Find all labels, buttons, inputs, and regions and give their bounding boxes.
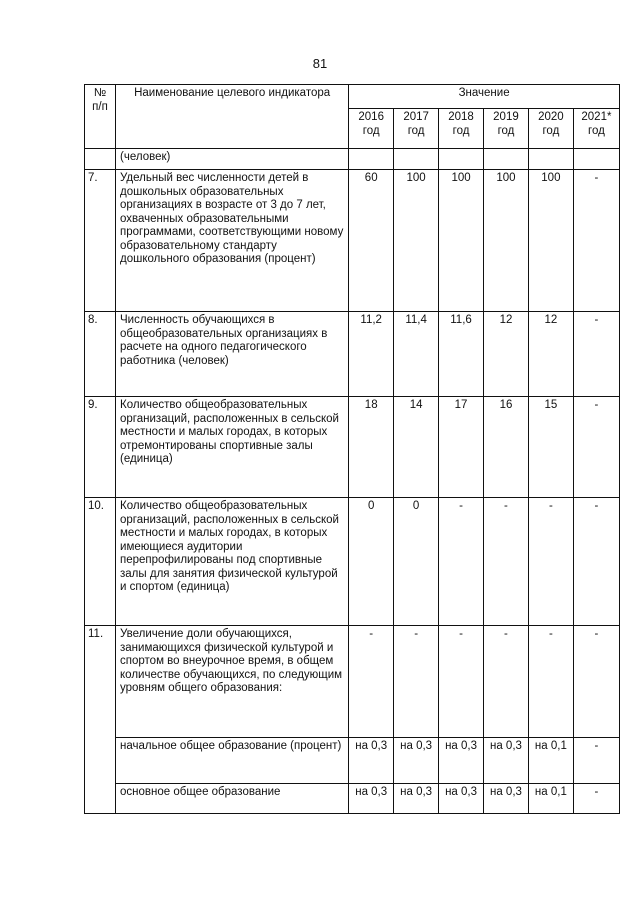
row-value: 15 [528, 397, 573, 498]
row-num: 7. [85, 170, 116, 312]
row-num [85, 738, 116, 784]
table-row [85, 170, 620, 312]
row-value: 100 [394, 170, 439, 312]
row-num: 8. [85, 312, 116, 397]
row-name: Количество общеобразовательных организаций, расположенных в сельской местности и малых городах, в которых имеющиеся аудитории перепрофилированы под спортивные залы для занятия физической культурой и спортом (единица) [116, 498, 349, 626]
row-num [85, 784, 116, 814]
row-value: на 0,3 [394, 738, 439, 784]
row-value: - [573, 498, 619, 626]
row-value [349, 149, 394, 170]
row-value: 60 [349, 170, 394, 312]
row-name: Увеличение доли обучающихся, занимающихся физической культурой и спортом во внеурочное время, в общем количестве обучающихся, по следующим уровням общего образования: [116, 626, 349, 738]
row-value [484, 149, 529, 170]
row-value: 100 [439, 170, 484, 312]
row-value: на 0,3 [439, 738, 484, 784]
row-value: - [484, 498, 529, 626]
row-value: 12 [484, 312, 529, 397]
row-value: 11,2 [349, 312, 394, 397]
row-value: - [484, 626, 529, 738]
table-row [85, 149, 620, 170]
header-year: 2021* год [573, 109, 619, 149]
indicators-table [84, 84, 620, 814]
row-name: Удельный вес численности детей в дошкольных образовательных организациях в возрасте от 3 до 7 лет, охваченных образовательными программами, соответствующими новому образовательному стандарту дошкольного образования (процент) [116, 170, 349, 312]
row-value: - [349, 626, 394, 738]
row-value [528, 149, 573, 170]
row-value: 12 [528, 312, 573, 397]
row-value: на 0,3 [484, 738, 529, 784]
row-value: на 0,3 [349, 784, 394, 814]
row-value: 0 [394, 498, 439, 626]
row-value: 11,6 [439, 312, 484, 397]
table-row [85, 626, 620, 738]
header-num: № п/п [85, 85, 116, 149]
row-value: на 0,1 [528, 784, 573, 814]
header-year: 2016 год [349, 109, 394, 149]
row-num: 10. [85, 498, 116, 626]
row-value [394, 149, 439, 170]
row-value: - [394, 626, 439, 738]
row-value: 11,4 [394, 312, 439, 397]
row-name: начальное общее образование (процент) [116, 738, 349, 784]
row-num: 9. [85, 397, 116, 498]
row-value [573, 149, 619, 170]
row-value: - [573, 170, 619, 312]
row-num [85, 149, 116, 170]
row-value: - [573, 312, 619, 397]
row-value: 14 [394, 397, 439, 498]
row-value: на 0,3 [439, 784, 484, 814]
row-value: 100 [528, 170, 573, 312]
header-value: Значение [349, 85, 620, 109]
row-value: на 0,3 [484, 784, 529, 814]
header-year: 2018 год [439, 109, 484, 149]
row-value: - [573, 397, 619, 498]
row-value: 16 [484, 397, 529, 498]
page-number: 81 [312, 56, 328, 71]
row-value: - [573, 626, 619, 738]
row-name: Численность обучающихся в общеобразовательных организациях в расчете на одного педагогического работника (человек) [116, 312, 349, 397]
table-row [85, 498, 620, 626]
row-value: на 0,3 [394, 784, 439, 814]
row-value: 18 [349, 397, 394, 498]
row-name: основное общее образование [116, 784, 349, 814]
header-year: 2017 год [394, 109, 439, 149]
row-num: 11. [85, 626, 116, 738]
header-name: Наименование целевого индикатора [116, 85, 349, 149]
table-row [85, 312, 620, 397]
header-year: 2019 год [484, 109, 529, 149]
row-value [439, 149, 484, 170]
row-value: - [528, 498, 573, 626]
table-row [85, 784, 620, 814]
row-value: - [439, 626, 484, 738]
row-value: - [573, 784, 619, 814]
row-value: на 0,3 [349, 738, 394, 784]
row-value: 100 [484, 170, 529, 312]
row-name: Количество общеобразовательных организаций, расположенных в сельской местности и малых городах, в которых отремонтированы спортивные залы (единица) [116, 397, 349, 498]
row-value: - [439, 498, 484, 626]
table-row [85, 738, 620, 784]
table-row [85, 397, 620, 498]
row-value: - [573, 738, 619, 784]
row-value: 0 [349, 498, 394, 626]
row-name: (человек) [116, 149, 349, 170]
row-value: - [528, 626, 573, 738]
row-value: 17 [439, 397, 484, 498]
header-year: 2020 год [528, 109, 573, 149]
row-value: на 0,1 [528, 738, 573, 784]
